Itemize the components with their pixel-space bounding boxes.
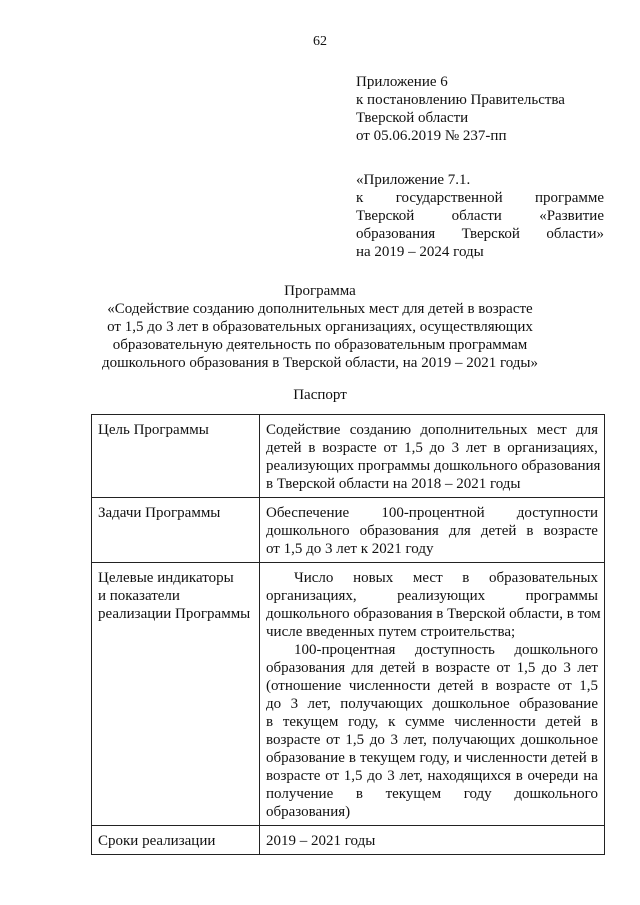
text-line: в Тверской области на 2018 – 2021 годы <box>266 476 521 492</box>
row-value <box>260 563 605 826</box>
word: от <box>557 678 572 694</box>
word: 100-процентная <box>294 642 396 658</box>
word: численности <box>465 750 548 766</box>
word: 3 <box>387 768 395 784</box>
appendix-ref-line <box>356 189 604 207</box>
text-line <box>266 504 598 522</box>
word: новых <box>353 570 394 586</box>
table-row <box>92 826 605 855</box>
word: образовательных <box>489 570 598 586</box>
word: году, <box>348 714 379 730</box>
word: 1,5 <box>516 660 536 676</box>
appendix-ref-title: «Приложение 7.1. <box>356 172 471 188</box>
word: очереди <box>527 768 579 784</box>
appendix-line: к постановлению Правительства <box>356 92 565 108</box>
word: детей <box>380 660 416 676</box>
appendix-block <box>356 73 606 145</box>
word: 1,5 <box>345 732 365 748</box>
text-line: числе введенных путем строительства; <box>266 624 516 640</box>
word: к <box>388 714 396 730</box>
word: Тверской <box>461 226 520 242</box>
word: 3 <box>390 732 398 748</box>
text-line <box>266 659 598 677</box>
word: дошкольного <box>514 786 598 802</box>
program-title-line: дошкольного образования в Тверской области, на 2019 – 2021 годы» <box>101 355 538 371</box>
appendix-line: Тверской области <box>356 110 469 126</box>
word: лет, <box>403 732 427 748</box>
word: в <box>526 523 534 539</box>
word: доступность <box>414 642 495 658</box>
word: в <box>590 714 598 730</box>
table-row <box>92 498 605 563</box>
text-line <box>266 767 598 785</box>
word: детей <box>438 678 474 694</box>
word: дополнительных <box>420 422 528 438</box>
program-title-line: от 1,5 до 3 лет в образовательных организациях, осуществляющих <box>107 319 533 335</box>
text-line <box>266 677 598 695</box>
word: на <box>583 768 598 784</box>
word: программы <box>525 588 598 604</box>
word: дошкольного <box>266 523 350 539</box>
word: лет, <box>307 696 331 712</box>
row-label: Задачи Программы <box>92 498 260 563</box>
word: от <box>326 732 340 748</box>
word: в <box>355 786 363 802</box>
word: 1,5 <box>404 440 423 456</box>
word: лет <box>465 440 487 456</box>
label-line: и показатели <box>98 588 180 604</box>
word: дошкольное <box>520 732 598 748</box>
word: в <box>421 660 430 676</box>
word: 3 <box>290 696 299 712</box>
text-line <box>266 439 598 457</box>
word: возрасте <box>322 440 377 456</box>
word: к <box>356 190 364 206</box>
word: 3 <box>451 440 460 456</box>
word: 1,5 <box>343 768 363 784</box>
word: образования <box>356 226 436 242</box>
program-title-line: «Содействие созданию дополнительных мест для детей в возрасте <box>107 301 533 317</box>
word: сумме <box>405 714 445 730</box>
word: образования <box>359 523 439 539</box>
word: мест <box>536 422 567 438</box>
word: государственной <box>395 190 503 206</box>
word: году <box>463 786 492 802</box>
text-line: дошкольного образования в Тверской области, в том <box>266 606 601 622</box>
word: детей <box>266 440 302 456</box>
program-title-line: Программа <box>284 283 356 299</box>
passport-heading: Паспорт <box>293 387 347 403</box>
word: получение <box>266 786 334 802</box>
word: в <box>266 714 274 730</box>
word: образования <box>266 660 346 676</box>
word: области» <box>546 226 604 242</box>
word: в <box>308 440 316 456</box>
word: до <box>266 696 282 712</box>
row-value <box>260 415 605 498</box>
word: Тверской <box>356 208 415 224</box>
word: программе <box>535 190 604 206</box>
text-line <box>266 713 598 731</box>
word: от <box>383 440 398 456</box>
word: (отношение <box>266 678 342 694</box>
word: для <box>351 660 374 676</box>
word: Обеспечение <box>266 505 350 521</box>
text-line: образования) <box>266 804 351 820</box>
word: от <box>325 768 340 784</box>
word: образование <box>519 696 598 712</box>
word: области <box>451 208 502 224</box>
word: «Развитие <box>539 208 604 224</box>
word: лет, <box>399 768 423 784</box>
text-line: реализующих программы дошкольного образования <box>266 458 601 474</box>
word: текущем <box>282 714 339 730</box>
word: 100-процентной <box>381 505 485 521</box>
word: организациях, <box>507 440 598 456</box>
word: в <box>493 440 501 456</box>
program-title-line: образовательную деятельность по образовательным программам <box>112 337 528 353</box>
appendix-ref-line <box>356 207 604 225</box>
word: возрасте <box>435 660 490 676</box>
word: до <box>541 660 557 676</box>
row-label <box>92 563 260 826</box>
word: возрасте <box>495 678 551 694</box>
word: организациях, <box>266 588 357 604</box>
word: дошкольного <box>514 642 598 658</box>
word: и <box>453 750 462 766</box>
word: 3 <box>563 660 571 676</box>
row-value <box>260 498 605 563</box>
table-row <box>92 563 605 826</box>
appendix-line: Приложение 6 <box>356 74 448 90</box>
program-title <box>0 282 640 372</box>
word: созданию <box>349 422 412 438</box>
appendix-ref-line: на 2019 – 2024 годы <box>356 244 484 260</box>
word: получающих <box>340 696 424 712</box>
text-line: от 1,5 до 3 лет к 2021 году <box>266 541 434 557</box>
passport-table <box>91 414 605 855</box>
word: детей <box>551 750 587 766</box>
word: в <box>590 750 598 766</box>
word: текущем <box>359 750 416 766</box>
page-number: 62 <box>313 34 327 49</box>
text-line <box>266 785 598 803</box>
row-label: Сроки реализации <box>92 826 260 855</box>
text-line <box>266 641 598 659</box>
row-value: 2019 – 2021 годы <box>260 826 605 855</box>
word: получающих <box>432 732 516 748</box>
appendix-ref-line <box>356 225 604 243</box>
word: для <box>448 523 471 539</box>
text-line <box>266 569 598 587</box>
appendix-line: от 05.06.2019 № 237-пп <box>356 128 507 144</box>
word: году, <box>419 750 450 766</box>
word: Содействие <box>266 422 341 438</box>
word: возрасте <box>543 523 598 539</box>
word: до <box>429 440 445 456</box>
text-line <box>266 421 598 439</box>
word: 1,5 <box>579 678 598 694</box>
word: в <box>348 750 356 766</box>
text-line <box>266 587 598 605</box>
word: в <box>515 768 523 784</box>
text-line <box>266 731 598 749</box>
word: возрасте <box>266 768 321 784</box>
word: мест <box>412 570 443 586</box>
table-row <box>92 415 605 498</box>
label-line: Целевые индикаторы <box>98 570 234 586</box>
word: в <box>462 570 470 586</box>
word: дошкольное <box>432 696 510 712</box>
word: лет <box>577 660 598 676</box>
row-label: Цель Программы <box>92 415 260 498</box>
word: реализующих <box>397 588 486 604</box>
appendix-reference-block <box>356 171 604 261</box>
label-line: реализации Программы <box>98 606 251 622</box>
word: возрасте <box>266 732 321 748</box>
word: численности <box>454 714 536 730</box>
word: для <box>575 422 598 438</box>
text-line <box>266 695 598 713</box>
word: текущем <box>385 786 442 802</box>
word: численности <box>348 678 431 694</box>
text-line <box>266 522 598 540</box>
word: находящихся <box>427 768 511 784</box>
word: детей <box>545 714 582 730</box>
word: доступности <box>516 505 598 521</box>
word: от <box>496 660 511 676</box>
word: до <box>367 768 383 784</box>
word: до <box>369 732 385 748</box>
word: образование <box>266 750 345 766</box>
word: Число <box>294 570 334 586</box>
word: в <box>481 678 489 694</box>
text-line <box>266 749 598 767</box>
word: детей <box>480 523 517 539</box>
